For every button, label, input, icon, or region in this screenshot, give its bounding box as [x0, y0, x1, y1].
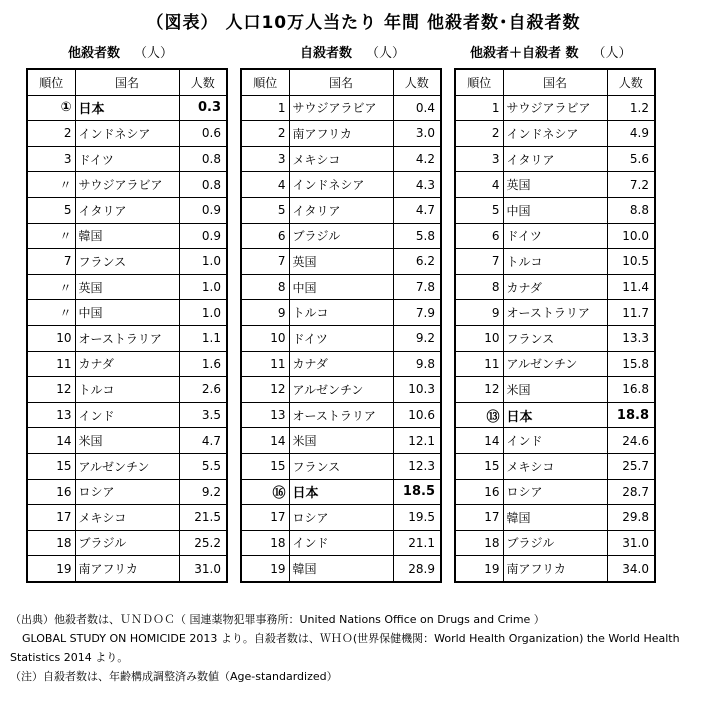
value-cell: 21.1: [393, 530, 441, 556]
rank-cell: 3: [27, 146, 75, 172]
country-cell: インドネシア: [503, 121, 607, 147]
value-cell: 31.0: [179, 556, 227, 582]
country-cell: フランス: [503, 325, 607, 351]
table-row: [27, 377, 227, 403]
value-cell: 3.5: [179, 402, 227, 428]
rank-cell: 5: [241, 197, 289, 223]
value-cell: 9.8: [393, 351, 441, 377]
country-cell: 中国: [289, 274, 393, 300]
rank-cell: 19: [241, 556, 289, 582]
section-title: 他殺者数: [68, 46, 121, 61]
country-cell: カナダ: [75, 351, 179, 377]
country-cell: トルコ: [503, 249, 607, 275]
rank-cell: 1: [241, 95, 289, 121]
value-cell: 5.5: [179, 453, 227, 479]
rank-cell: 6: [455, 223, 503, 249]
table-row: [455, 351, 655, 377]
value-cell: 0.3: [179, 95, 227, 121]
value-cell: 0.9: [179, 223, 227, 249]
value-cell: 28.9: [393, 556, 441, 582]
rank-cell: 7: [241, 249, 289, 275]
country-cell: 米国: [289, 428, 393, 454]
table-row: [241, 325, 441, 351]
homicide-table: [26, 68, 228, 583]
header-row: [27, 69, 227, 95]
table-row: [241, 249, 441, 275]
value-cell: 1.6: [179, 351, 227, 377]
rank-cell: 12: [241, 377, 289, 403]
note-line: （注）自殺者数は、年齢構成調整済み数値（Age-standardized）: [10, 670, 338, 683]
rank-cell: 6: [241, 223, 289, 249]
table-row: [455, 479, 655, 505]
unit-label: （人）: [134, 46, 174, 61]
value-cell: 0.8: [179, 146, 227, 172]
country-cell: インド: [503, 428, 607, 454]
table-row: [241, 556, 441, 582]
country-cell: ブラジル: [75, 530, 179, 556]
country-cell: 日本: [289, 479, 393, 505]
table-row: [241, 172, 441, 198]
country-cell: ロシア: [503, 479, 607, 505]
value-cell: 4.2: [393, 146, 441, 172]
rank-cell: 7: [455, 249, 503, 275]
rank-cell: 8: [455, 274, 503, 300]
value-cell: 1.2: [607, 95, 655, 121]
rank-cell: 12: [27, 377, 75, 403]
table-row: [27, 223, 227, 249]
table-row: [455, 274, 655, 300]
rank-cell: 18: [455, 530, 503, 556]
rank-cell: 17: [455, 505, 503, 531]
table-row: [27, 351, 227, 377]
unit-label: （人）: [366, 46, 406, 61]
rank-cell: 5: [27, 197, 75, 223]
rank-cell: 12: [455, 377, 503, 403]
section-heading-suicide: [300, 42, 405, 61]
rank-cell: 〃: [27, 223, 75, 249]
value-cell: 1.0: [179, 274, 227, 300]
rank-cell: 19: [27, 556, 75, 582]
country-cell: イタリア: [503, 146, 607, 172]
value-cell: 9.2: [179, 479, 227, 505]
table-row: [241, 95, 441, 121]
table-row: [27, 325, 227, 351]
table-row: [27, 530, 227, 556]
country-cell: フランス: [75, 249, 179, 275]
table-row: [27, 300, 227, 326]
table-row: [241, 428, 441, 454]
rank-cell: 15: [241, 453, 289, 479]
table-row: [27, 95, 227, 121]
value-cell: 13.3: [607, 325, 655, 351]
value-cell: 24.6: [607, 428, 655, 454]
table-row: [241, 377, 441, 403]
value-cell: 18.5: [393, 479, 441, 505]
rank-cell: 17: [241, 505, 289, 531]
country-cell: インドネシア: [289, 172, 393, 198]
country-cell: アルゼンチン: [75, 453, 179, 479]
country-cell: 中国: [75, 300, 179, 326]
country-cell: カナダ: [503, 274, 607, 300]
value-cell: 10.3: [393, 377, 441, 403]
table-row: [27, 249, 227, 275]
table-row: [455, 172, 655, 198]
country-cell: 韓国: [289, 556, 393, 582]
rank-cell: 13: [241, 402, 289, 428]
table-row: [455, 300, 655, 326]
table-row: [241, 223, 441, 249]
value-cell: 18.8: [607, 402, 655, 428]
country-cell: イタリア: [75, 197, 179, 223]
table-row: [27, 197, 227, 223]
rank-cell: 16: [455, 479, 503, 505]
table-row: [241, 274, 441, 300]
note-line: Statistics 2014 より。: [10, 651, 129, 664]
value-cell: 34.0: [607, 556, 655, 582]
table-row: [455, 428, 655, 454]
value-cell: 11.4: [607, 274, 655, 300]
rank-header: 順位: [241, 69, 289, 95]
rank-cell: 8: [241, 274, 289, 300]
section-heading-combined: [470, 42, 632, 61]
country-cell: ロシア: [289, 505, 393, 531]
value-cell: 1.1: [179, 325, 227, 351]
count-header: 人数: [607, 69, 655, 95]
rank-cell: 10: [241, 325, 289, 351]
combined-table: [454, 68, 656, 583]
country-cell: アルゼンチン: [289, 377, 393, 403]
table-row: [455, 325, 655, 351]
value-cell: 28.7: [607, 479, 655, 505]
country-cell: インド: [75, 402, 179, 428]
value-cell: 4.3: [393, 172, 441, 198]
table-row: [241, 351, 441, 377]
table-row: [455, 453, 655, 479]
value-cell: 7.2: [607, 172, 655, 198]
rank-cell: ①: [27, 95, 75, 121]
country-cell: ドイツ: [75, 146, 179, 172]
table-row: [241, 402, 441, 428]
table-row: [241, 197, 441, 223]
table-row: [241, 505, 441, 531]
rank-cell: 11: [455, 351, 503, 377]
table-row: [455, 197, 655, 223]
rank-cell: 4: [241, 172, 289, 198]
value-cell: 12.1: [393, 428, 441, 454]
country-cell: 南アフリカ: [503, 556, 607, 582]
rank-cell: 2: [455, 121, 503, 147]
table-row: [241, 121, 441, 147]
value-cell: 10.5: [607, 249, 655, 275]
value-cell: 7.8: [393, 274, 441, 300]
rank-cell: 19: [455, 556, 503, 582]
country-cell: ロシア: [75, 479, 179, 505]
rank-cell: 3: [241, 146, 289, 172]
value-cell: 0.8: [179, 172, 227, 198]
country-cell: 英国: [75, 274, 179, 300]
table-row: [27, 453, 227, 479]
table-row: [455, 402, 655, 428]
value-cell: 21.5: [179, 505, 227, 531]
section-heading-homicide: [68, 42, 173, 61]
country-cell: メキシコ: [289, 146, 393, 172]
rank-cell: 17: [27, 505, 75, 531]
rank-cell: ⑬: [455, 402, 503, 428]
table-row: [241, 146, 441, 172]
rank-cell: 15: [27, 453, 75, 479]
table-row: [455, 249, 655, 275]
country-header: 国名: [289, 69, 393, 95]
page-title: （図表） 人口10万人当たり 年間 他殺者数･自殺者数: [146, 13, 581, 33]
table-row: [27, 274, 227, 300]
table-row: [241, 453, 441, 479]
country-cell: ブラジル: [289, 223, 393, 249]
table-row: [27, 146, 227, 172]
table-row: [455, 121, 655, 147]
table-row: [455, 223, 655, 249]
rank-cell: 18: [241, 530, 289, 556]
rank-cell: 3: [455, 146, 503, 172]
value-cell: 11.7: [607, 300, 655, 326]
country-cell: ブラジル: [503, 530, 607, 556]
value-cell: 15.8: [607, 351, 655, 377]
rank-cell: 10: [455, 325, 503, 351]
rank-header: 順位: [455, 69, 503, 95]
value-cell: 19.5: [393, 505, 441, 531]
table-row: [27, 172, 227, 198]
rank-cell: 14: [455, 428, 503, 454]
rank-cell: 〃: [27, 172, 75, 198]
value-cell: 1.0: [179, 249, 227, 275]
header-row: [241, 69, 441, 95]
country-cell: 南アフリカ: [75, 556, 179, 582]
rank-cell: 15: [455, 453, 503, 479]
rank-cell: 10: [27, 325, 75, 351]
country-cell: カナダ: [289, 351, 393, 377]
count-header: 人数: [393, 69, 441, 95]
country-cell: 韓国: [503, 505, 607, 531]
unit-label: （人）: [592, 46, 632, 61]
country-cell: サウジアラビア: [289, 95, 393, 121]
note-line: GLOBAL STUDY ON HOMICIDE 2013 より。自殺者数は、ＷＨＯ(世界保健機関：World Health Organization) the World Health: [22, 632, 680, 645]
country-cell: サウジアラビア: [75, 172, 179, 198]
table-row: [27, 402, 227, 428]
country-cell: サウジアラビア: [503, 95, 607, 121]
table-row: [455, 146, 655, 172]
country-cell: ドイツ: [503, 223, 607, 249]
country-header: 国名: [75, 69, 179, 95]
count-header: 人数: [179, 69, 227, 95]
rank-cell: 7: [27, 249, 75, 275]
rank-cell: 〃: [27, 300, 75, 326]
country-cell: ドイツ: [289, 325, 393, 351]
rank-cell: 11: [241, 351, 289, 377]
table-row: [27, 479, 227, 505]
rank-cell: 16: [27, 479, 75, 505]
value-cell: 12.3: [393, 453, 441, 479]
country-cell: オーストラリア: [75, 325, 179, 351]
suicide-table: [240, 68, 442, 583]
table-row: [241, 530, 441, 556]
rank-cell: ⑯: [241, 479, 289, 505]
section-title: 他殺者＋自殺者 数: [470, 46, 579, 61]
value-cell: 4.7: [179, 428, 227, 454]
value-cell: 16.8: [607, 377, 655, 403]
country-cell: 南アフリカ: [289, 121, 393, 147]
table-row: [455, 556, 655, 582]
rank-cell: 2: [241, 121, 289, 147]
value-cell: 25.7: [607, 453, 655, 479]
value-cell: 0.9: [179, 197, 227, 223]
value-cell: 31.0: [607, 530, 655, 556]
country-header: 国名: [503, 69, 607, 95]
source-notes: [10, 610, 722, 686]
table-row: [27, 505, 227, 531]
country-cell: オーストラリア: [503, 300, 607, 326]
table-row: [27, 121, 227, 147]
rank-cell: 2: [27, 121, 75, 147]
rank-cell: 13: [27, 402, 75, 428]
country-cell: 米国: [503, 377, 607, 403]
country-cell: フランス: [289, 453, 393, 479]
value-cell: 1.0: [179, 300, 227, 326]
value-cell: 3.0: [393, 121, 441, 147]
rank-cell: 9: [241, 300, 289, 326]
table-row: [27, 428, 227, 454]
country-cell: メキシコ: [75, 505, 179, 531]
country-cell: インドネシア: [75, 121, 179, 147]
value-cell: 9.2: [393, 325, 441, 351]
value-cell: 0.6: [179, 121, 227, 147]
country-cell: トルコ: [289, 300, 393, 326]
value-cell: 25.2: [179, 530, 227, 556]
value-cell: 29.8: [607, 505, 655, 531]
country-cell: 中国: [503, 197, 607, 223]
header-row: [455, 69, 655, 95]
rank-cell: 5: [455, 197, 503, 223]
country-cell: オーストラリア: [289, 402, 393, 428]
section-title: 自殺者数: [300, 46, 353, 61]
table-row: [27, 556, 227, 582]
value-cell: 10.6: [393, 402, 441, 428]
value-cell: 4.9: [607, 121, 655, 147]
country-cell: アルゼンチン: [503, 351, 607, 377]
table-row: [455, 95, 655, 121]
table-row: [455, 377, 655, 403]
value-cell: 10.0: [607, 223, 655, 249]
country-cell: 日本: [503, 402, 607, 428]
value-cell: 5.6: [607, 146, 655, 172]
country-cell: 英国: [503, 172, 607, 198]
value-cell: 0.4: [393, 95, 441, 121]
value-cell: 7.9: [393, 300, 441, 326]
rank-cell: 〃: [27, 274, 75, 300]
rank-cell: 4: [455, 172, 503, 198]
value-cell: 5.8: [393, 223, 441, 249]
rank-cell: 11: [27, 351, 75, 377]
note-line: （出典）他殺者数は、ＵＮＤＯＣ（ 国連薬物犯罪事務所：United Nations Office on Drugs and Crime ）: [10, 613, 545, 626]
value-cell: 8.8: [607, 197, 655, 223]
value-cell: 6.2: [393, 249, 441, 275]
country-cell: メキシコ: [503, 453, 607, 479]
rank-cell: 9: [455, 300, 503, 326]
value-cell: 4.7: [393, 197, 441, 223]
country-cell: 米国: [75, 428, 179, 454]
country-cell: イタリア: [289, 197, 393, 223]
country-cell: トルコ: [75, 377, 179, 403]
country-cell: インド: [289, 530, 393, 556]
rank-cell: 14: [241, 428, 289, 454]
table-row: [455, 530, 655, 556]
rank-cell: 14: [27, 428, 75, 454]
table-row: [455, 505, 655, 531]
value-cell: 2.6: [179, 377, 227, 403]
rank-cell: 18: [27, 530, 75, 556]
table-row: [241, 479, 441, 505]
rank-cell: 1: [455, 95, 503, 121]
rank-header: 順位: [27, 69, 75, 95]
country-cell: 英国: [289, 249, 393, 275]
table-row: [241, 300, 441, 326]
country-cell: 韓国: [75, 223, 179, 249]
country-cell: 日本: [75, 95, 179, 121]
